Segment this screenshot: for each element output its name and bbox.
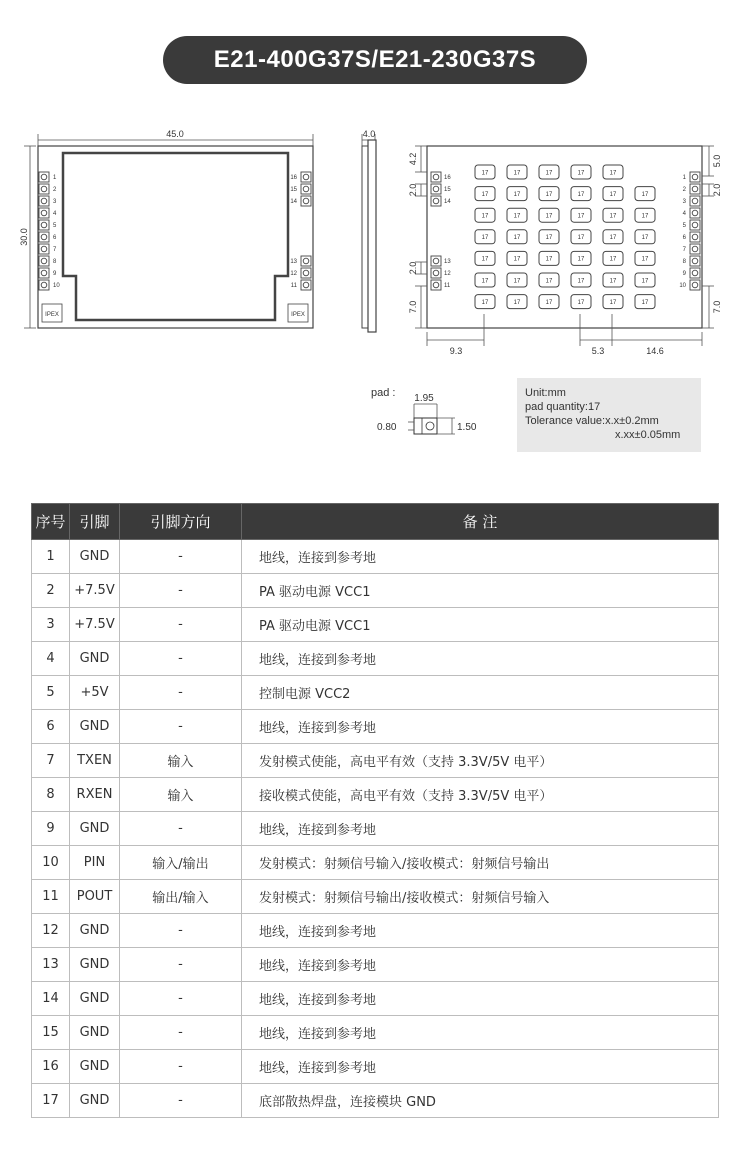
pin-number-label: 11 — [444, 283, 451, 289]
bottom-pad — [635, 230, 655, 244]
pin-number-label: 7 — [682, 247, 686, 253]
bottom-pad — [603, 230, 623, 244]
cell-direction: 输入 — [120, 744, 242, 778]
cell-index: 3 — [32, 608, 70, 642]
cell-direction: - — [120, 812, 242, 846]
cell-index: 6 — [32, 710, 70, 744]
fp-dim-bottom-2: 5.3 — [591, 346, 605, 356]
table-row — [32, 676, 719, 710]
pin-definition-table — [31, 503, 719, 1118]
cell-remark: 地线，连接到参考地 — [242, 914, 719, 948]
table-row — [32, 914, 719, 948]
cell-index: 13 — [32, 948, 70, 982]
pad-number: 17 — [577, 235, 585, 242]
cell-index: 10 — [32, 846, 70, 880]
pin-number-label: 10 — [53, 283, 60, 289]
bottom-pad — [603, 165, 623, 179]
cell-direction: 输出/输入 — [120, 880, 242, 914]
bottom-pad — [603, 208, 623, 222]
bottom-pad — [603, 295, 623, 309]
pin-pad — [690, 220, 700, 230]
bottom-pad — [571, 273, 591, 287]
bottom-pad — [507, 273, 527, 287]
cell-remark: 地线，连接到参考地 — [242, 982, 719, 1016]
bottom-pad — [571, 187, 591, 201]
pin-pad — [690, 244, 700, 254]
bottom-pad — [603, 273, 623, 287]
cell-index: 2 — [32, 574, 70, 608]
pin-pad — [39, 196, 49, 206]
fp-dim-bottom-3: 14.6 — [646, 346, 664, 356]
bottom-pad — [475, 187, 495, 201]
cell-index: 12 — [32, 914, 70, 948]
header-remark: 备 注 — [242, 504, 719, 540]
table-row — [32, 982, 719, 1016]
pad-caption: pad : — [371, 387, 396, 399]
table-row — [32, 608, 719, 642]
fp-dim-left-2: 2.0 — [408, 183, 418, 197]
pin-number-label: 8 — [682, 259, 686, 265]
pin-number-label: 15 — [290, 187, 297, 193]
pad-number: 17 — [481, 256, 489, 263]
cell-index: 14 — [32, 982, 70, 1016]
bottom-pad — [475, 295, 495, 309]
cell-pin: RXEN — [70, 778, 120, 812]
pin-pad — [39, 280, 49, 290]
pin-number-label: 14 — [444, 199, 451, 205]
fp-dim-right-1: 5.0 — [712, 154, 722, 168]
pad-number: 17 — [641, 213, 649, 220]
cell-direction: - — [120, 1016, 242, 1050]
cell-remark: 地线，连接到参考地 — [242, 710, 719, 744]
fp-dim-right-3: 7.0 — [712, 300, 722, 314]
pin-number-label: 1 — [682, 175, 686, 181]
cell-index: 16 — [32, 1050, 70, 1084]
pad-number: 17 — [545, 256, 553, 263]
bottom-pad — [635, 273, 655, 287]
bottom-pad — [475, 230, 495, 244]
bottom-pad — [475, 251, 495, 265]
pad-dim-right: 1.50 — [457, 422, 477, 433]
bottom-pad — [539, 187, 559, 201]
pad-number: 17 — [641, 278, 649, 285]
dim-width: 45.0 — [166, 129, 184, 139]
pin-number-label: 7 — [53, 247, 57, 253]
pin-number-label: 13 — [444, 259, 451, 265]
cell-direction: 输入/输出 — [120, 846, 242, 880]
header-index: 序号 — [32, 504, 70, 540]
cell-pin: GND — [70, 1050, 120, 1084]
bottom-pad — [571, 208, 591, 222]
pin-number-label: 14 — [290, 199, 297, 205]
table-row — [32, 574, 719, 608]
cell-pin: GND — [70, 710, 120, 744]
pin-pad — [39, 256, 49, 266]
pad-number: 17 — [481, 235, 489, 242]
pin-pad — [39, 184, 49, 194]
spec-note — [517, 378, 701, 452]
pin-number-label: 6 — [682, 235, 686, 241]
pad-number: 17 — [545, 191, 553, 198]
cell-pin: PIN — [70, 846, 120, 880]
pin-pad — [39, 172, 49, 182]
cell-pin: GND — [70, 812, 120, 846]
cell-pin: GND — [70, 642, 120, 676]
bottom-pad — [571, 230, 591, 244]
table-row — [32, 1050, 719, 1084]
cell-index: 8 — [32, 778, 70, 812]
pin-number-label: 6 — [53, 235, 57, 241]
bottom-pad — [507, 187, 527, 201]
bottom-pad — [635, 295, 655, 309]
cell-pin: POUT — [70, 880, 120, 914]
pin-pad — [431, 184, 441, 194]
pin-number-label: 9 — [682, 271, 686, 277]
cell-remark: 地线，连接到参考地 — [242, 1050, 719, 1084]
pad-number: 17 — [641, 256, 649, 263]
header-pin: 引脚 — [70, 504, 120, 540]
cell-pin: GND — [70, 914, 120, 948]
pad-number: 17 — [609, 235, 617, 242]
table-row — [32, 948, 719, 982]
cell-remark: 发射模式：射频信号输入/接收模式：射频信号输出 — [242, 846, 719, 880]
pin-pad — [431, 268, 441, 278]
pad-number: 17 — [641, 191, 649, 198]
pad-number: 17 — [513, 256, 521, 263]
product-title: E21-400G37S/E21-230G37S — [163, 36, 587, 84]
cell-remark: 控制电源 VCC2 — [242, 676, 719, 710]
ipex-label-right: IPEX — [291, 312, 305, 318]
cell-pin: GND — [70, 948, 120, 982]
bottom-pad — [507, 295, 527, 309]
pad-number: 17 — [577, 170, 585, 177]
pin-pad — [690, 256, 700, 266]
bottom-pad — [571, 251, 591, 265]
pin-number-label: 13 — [290, 259, 297, 265]
bottom-pad — [475, 208, 495, 222]
pad-number: 17 — [545, 235, 553, 242]
pin-number-label: 4 — [682, 211, 686, 217]
pin-number-label: 5 — [682, 223, 686, 229]
pin-pad — [39, 244, 49, 254]
pad-number: 17 — [577, 278, 585, 285]
table-row — [32, 744, 719, 778]
cell-index: 1 — [32, 540, 70, 574]
pin-number-label: 4 — [53, 211, 57, 217]
pin-pad — [431, 280, 441, 290]
pin-pad — [690, 280, 700, 290]
top-view — [19, 129, 313, 328]
pad-number: 17 — [577, 213, 585, 220]
ipex-label-left: IPEX — [45, 312, 59, 318]
pin-number-label: 3 — [682, 199, 686, 205]
bottom-pad — [635, 251, 655, 265]
bottom-pad — [507, 165, 527, 179]
fp-dim-left-4: 7.0 — [408, 300, 418, 314]
cell-remark: 地线，连接到参考地 — [242, 1016, 719, 1050]
cell-index: 17 — [32, 1084, 70, 1118]
cell-remark: 接收模式使能，高电平有效（支持 3.3V/5V 电平） — [242, 778, 719, 812]
pin-number-label: 1 — [53, 175, 57, 181]
cell-remark: PA 驱动电源 VCC1 — [242, 574, 719, 608]
pad-number: 17 — [609, 256, 617, 263]
fp-dim-bottom-1: 9.3 — [449, 346, 463, 356]
footprint-view — [408, 146, 722, 356]
pin-number-label: 8 — [53, 259, 57, 265]
bottom-pad — [603, 187, 623, 201]
pad-number: 17 — [609, 170, 617, 177]
pad-number: 17 — [609, 191, 617, 198]
table-row — [32, 540, 719, 574]
cell-index: 5 — [32, 676, 70, 710]
pad-number: 17 — [545, 299, 553, 306]
cell-direction: - — [120, 914, 242, 948]
cell-pin: GND — [70, 540, 120, 574]
pad-number: 17 — [481, 191, 489, 198]
pin-pad — [690, 172, 700, 182]
pad-number: 17 — [513, 235, 521, 242]
cell-remark: 地线，连接到参考地 — [242, 540, 719, 574]
bottom-pad — [571, 295, 591, 309]
side-view — [362, 129, 376, 332]
pin-pad — [39, 208, 49, 218]
pad-number: 17 — [609, 299, 617, 306]
pin-number-label: 15 — [444, 187, 451, 193]
cell-pin: +5V — [70, 676, 120, 710]
cell-pin: GND — [70, 982, 120, 1016]
pin-pad — [301, 172, 311, 182]
cell-remark: 地线，连接到参考地 — [242, 948, 719, 982]
pin-number-label: 12 — [444, 271, 451, 277]
bottom-pad — [571, 165, 591, 179]
bottom-pad — [539, 295, 559, 309]
cell-direction: 输入 — [120, 778, 242, 812]
bottom-pad — [539, 208, 559, 222]
pin-pad — [431, 256, 441, 266]
pin-pad — [301, 280, 311, 290]
pin-number-label: 16 — [290, 175, 297, 181]
cell-pin: GND — [70, 1016, 120, 1050]
bottom-pad — [539, 165, 559, 179]
pin-number-label: 3 — [53, 199, 57, 205]
pin-pad — [690, 196, 700, 206]
pin-pad — [301, 256, 311, 266]
cell-remark: 底部散热焊盘，连接模块 GND — [242, 1084, 719, 1118]
pin-pad — [301, 268, 311, 278]
cell-remark: 发射模式：射频信号输出/接收模式：射频信号输入 — [242, 880, 719, 914]
pad-number: 17 — [577, 191, 585, 198]
pad-number: 17 — [545, 278, 553, 285]
pad-number: 17 — [513, 299, 521, 306]
pin-number-label: 16 — [444, 175, 451, 181]
cell-remark: 发射模式使能，高电平有效（支持 3.3V/5V 电平） — [242, 744, 719, 778]
bottom-pad — [635, 208, 655, 222]
pin-number-label: 5 — [53, 223, 57, 229]
pin-number-label: 2 — [682, 187, 686, 193]
cell-remark: 地线，连接到参考地 — [242, 642, 719, 676]
cell-direction: - — [120, 540, 242, 574]
bottom-pad — [507, 230, 527, 244]
cell-pin: +7.5V — [70, 608, 120, 642]
cell-pin: TXEN — [70, 744, 120, 778]
pad-number: 17 — [545, 213, 553, 220]
pin-pad — [301, 196, 311, 206]
cell-pin: +7.5V — [70, 574, 120, 608]
bottom-pad — [603, 251, 623, 265]
cell-direction: - — [120, 948, 242, 982]
bottom-pad — [475, 273, 495, 287]
pad-detail — [371, 387, 477, 434]
pad-number: 17 — [545, 170, 553, 177]
table-row — [32, 846, 719, 880]
pad-number: 17 — [577, 256, 585, 263]
pad-number: 17 — [481, 213, 489, 220]
cell-index: 7 — [32, 744, 70, 778]
bottom-pad — [539, 251, 559, 265]
bottom-pad — [539, 273, 559, 287]
pad-dim-w: 1.95 — [414, 393, 434, 404]
pin-number-label: 12 — [290, 271, 297, 277]
pad-number: 17 — [513, 191, 521, 198]
table-row — [32, 642, 719, 676]
pin-number-label: 9 — [53, 271, 57, 277]
cell-direction: - — [120, 1050, 242, 1084]
pin-number-label: 10 — [679, 283, 686, 289]
pin-number-label: 11 — [290, 283, 297, 289]
pad-number: 17 — [513, 170, 521, 177]
pad-number: 17 — [641, 299, 649, 306]
cell-direction: - — [120, 710, 242, 744]
bottom-pad — [635, 187, 655, 201]
bottom-pad — [475, 165, 495, 179]
cell-remark: PA 驱动电源 VCC1 — [242, 608, 719, 642]
table-row — [32, 710, 719, 744]
note-tolerance: Tolerance value:x.x±0.2mm — [525, 415, 659, 427]
cell-direction: - — [120, 1084, 242, 1118]
pad-number: 17 — [481, 278, 489, 285]
cell-remark: 地线，连接到参考地 — [242, 812, 719, 846]
pin-pad — [690, 184, 700, 194]
table-row — [32, 1084, 719, 1118]
cell-index: 11 — [32, 880, 70, 914]
fp-dim-left-3: 2.0 — [408, 261, 418, 275]
table-row — [32, 1016, 719, 1050]
dim-thickness: 4.0 — [362, 129, 376, 139]
pad-number: 17 — [513, 278, 521, 285]
pin-pad — [431, 196, 441, 206]
bottom-pad — [507, 251, 527, 265]
pin-pad — [690, 268, 700, 278]
cell-pin: GND — [70, 1084, 120, 1118]
cell-direction: - — [120, 608, 242, 642]
cell-direction: - — [120, 982, 242, 1016]
fp-dim-right-2: 2.0 — [712, 183, 722, 197]
pad-number: 17 — [577, 299, 585, 306]
pad-number: 17 — [513, 213, 521, 220]
dim-height: 30.0 — [19, 228, 29, 246]
pad-dim-left: 0.80 — [377, 422, 397, 433]
pad-number: 17 — [609, 213, 617, 220]
note-tolerance-2: x.xx±0.05mm — [615, 429, 681, 441]
cell-direction: - — [120, 676, 242, 710]
pin-pad — [39, 268, 49, 278]
pad-number: 17 — [641, 235, 649, 242]
pin-pad — [431, 172, 441, 182]
pin-pad — [690, 208, 700, 218]
fp-dim-left-1: 4.2 — [408, 152, 418, 166]
cell-direction: - — [120, 642, 242, 676]
table-body — [32, 540, 719, 1118]
note-unit: Unit:mm — [525, 387, 566, 399]
note-pad-quantity: pad quantity:17 — [525, 401, 601, 413]
bottom-pad — [507, 208, 527, 222]
table-row — [32, 778, 719, 812]
cell-direction: - — [120, 574, 242, 608]
pin-number-label: 2 — [53, 187, 57, 193]
cell-index: 15 — [32, 1016, 70, 1050]
cell-index: 4 — [32, 642, 70, 676]
pad-number: 17 — [481, 299, 489, 306]
header-direction: 引脚方向 — [120, 504, 242, 540]
table-header-row — [32, 504, 719, 540]
pad-number: 17 — [481, 170, 489, 177]
pin-pad — [39, 232, 49, 242]
pad-number: 17 — [609, 278, 617, 285]
bottom-pad — [539, 230, 559, 244]
table-row — [32, 812, 719, 846]
pin-pad — [690, 232, 700, 242]
table-row — [32, 880, 719, 914]
cell-index: 9 — [32, 812, 70, 846]
pin-pad — [301, 184, 311, 194]
pin-pad — [39, 220, 49, 230]
